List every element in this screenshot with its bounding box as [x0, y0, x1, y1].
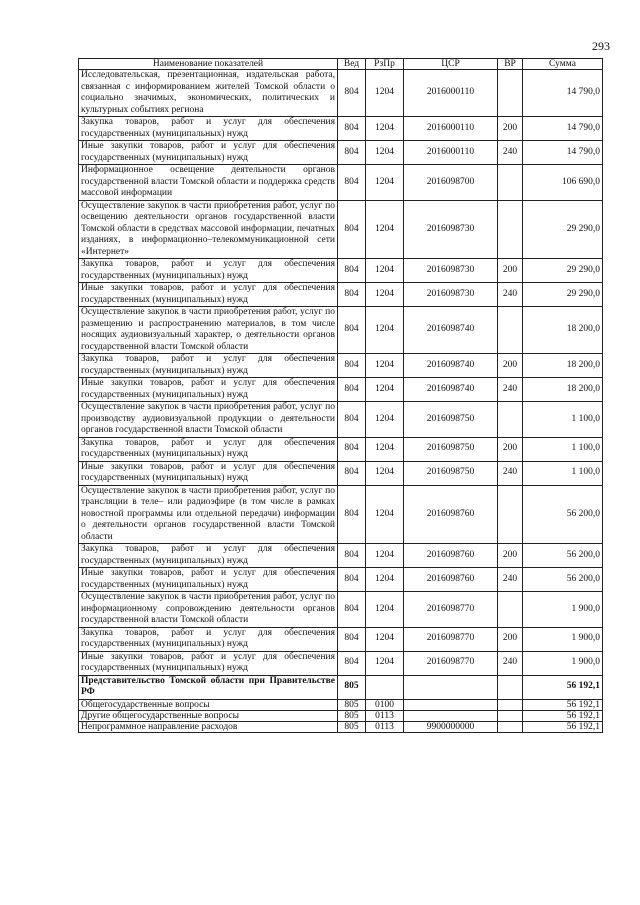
cell-ved: 804 [338, 437, 366, 461]
cell-ved: 804 [338, 568, 366, 592]
cell-name: Осуществление закупок в части приобретения работ, услуг по трансляции в теле– или радиоэфире (в том числе в рамках новостной программы или отдельной передачи) информации о деятельности органов государственной власти Томской области [79, 485, 338, 544]
cell-csr: 2016098730 [404, 200, 498, 259]
column-header-name: Наименование показателей [79, 59, 338, 70]
cell-rzpr: 1204 [366, 568, 404, 592]
cell-sum: 56 200,0 [523, 485, 603, 544]
cell-ved: 805 [338, 721, 366, 732]
cell-name: Закупка товаров, работ и услуг для обеспечения государственных (муниципальных) нужд [79, 627, 338, 651]
cell-name: Другие общегосударственные вопросы [79, 710, 338, 721]
cell-sum: 56 192,1 [523, 710, 603, 721]
cell-sum: 1 900,0 [523, 592, 603, 628]
cell-name: Закупка товаров, работ и услуг для обеспечения государственных (муниципальных) нужд [79, 354, 338, 378]
cell-name: Иные закупки товаров, работ и услуг для обеспечения государственных (муниципальных) нужд [79, 568, 338, 592]
cell-ved: 804 [338, 141, 366, 165]
cell-name: Закупка товаров, работ и услуг для обеспечения государственных (муниципальных) нужд [79, 437, 338, 461]
cell-sum: 56 192,1 [523, 721, 603, 732]
cell-name: Иные закупки товаров, работ и услуг для обеспечения государственных (муниципальных) нужд [79, 141, 338, 165]
cell-ved: 805 [338, 699, 366, 710]
cell-rzpr: 1204 [366, 141, 404, 165]
cell-ved: 804 [338, 307, 366, 354]
cell-vr [498, 200, 523, 259]
cell-csr: 2016098750 [404, 402, 498, 438]
cell-ved: 804 [338, 165, 366, 201]
cell-csr: 2016098740 [404, 378, 498, 402]
column-header-rzpr: РзПр [366, 59, 404, 70]
cell-sum: 18 200,0 [523, 378, 603, 402]
cell-rzpr: 1204 [366, 70, 404, 117]
cell-vr [498, 165, 523, 201]
cell-ved: 804 [338, 627, 366, 651]
cell-ved: 805 [338, 675, 366, 699]
cell-name: Осуществление закупок в части приобретения работ, услуг по размещению и распространению материалов, в том числе носящих аудиовизуальный характер, о деятельности органов государственной власти Томской области [79, 307, 338, 354]
cell-ved: 804 [338, 461, 366, 485]
cell-sum: 18 200,0 [523, 307, 603, 354]
cell-sum: 29 290,0 [523, 200, 603, 259]
cell-vr [498, 699, 523, 710]
cell-vr: 200 [498, 117, 523, 141]
cell-csr: 2016098740 [404, 307, 498, 354]
cell-vr [498, 402, 523, 438]
cell-sum: 29 290,0 [523, 259, 603, 283]
cell-name: Иные закупки товаров, работ и услуг для обеспечения государственных (муниципальных) нужд [79, 378, 338, 402]
cell-sum: 56 192,1 [523, 675, 603, 699]
table-row [79, 70, 603, 117]
cell-vr [498, 485, 523, 544]
cell-name: Осуществление закупок в части приобретения работ, услуг по производству аудиовизуальной продукции о деятельности органов государственной власти Томской области [79, 402, 338, 438]
cell-rzpr: 1204 [366, 307, 404, 354]
cell-rzpr: 1204 [366, 200, 404, 259]
cell-rzpr [366, 675, 404, 699]
cell-rzpr: 1204 [366, 283, 404, 307]
cell-sum: 1 100,0 [523, 461, 603, 485]
cell-ved: 804 [338, 283, 366, 307]
cell-ved: 804 [338, 378, 366, 402]
cell-rzpr: 1204 [366, 117, 404, 141]
table-row [79, 307, 603, 354]
cell-csr [404, 710, 498, 721]
cell-ved: 804 [338, 485, 366, 544]
cell-rzpr: 1204 [366, 165, 404, 201]
table-row [79, 354, 603, 378]
cell-sum: 106 690,0 [523, 165, 603, 201]
cell-rzpr: 0113 [366, 710, 404, 721]
cell-sum: 1 100,0 [523, 402, 603, 438]
cell-name: Закупка товаров, работ и услуг для обеспечения государственных (муниципальных) нужд [79, 117, 338, 141]
cell-sum: 14 790,0 [523, 141, 603, 165]
cell-ved: 804 [338, 651, 366, 675]
cell-ved: 804 [338, 354, 366, 378]
cell-vr [498, 307, 523, 354]
cell-vr [498, 592, 523, 628]
cell-name: Осуществление закупок в части приобретения работ, услуг по освещению деятельности органов государственной власти Томской области в средствах массовой информации, печатных изданиях, в информационно–телекоммуникационной сети «Интернет» [79, 200, 338, 259]
cell-sum: 1 100,0 [523, 437, 603, 461]
table-row [79, 675, 603, 699]
cell-ved: 804 [338, 259, 366, 283]
cell-csr [404, 675, 498, 699]
table-row [79, 141, 603, 165]
cell-vr: 200 [498, 437, 523, 461]
cell-name: Иные закупки товаров, работ и услуг для обеспечения государственных (муниципальных) нужд [79, 651, 338, 675]
cell-vr: 240 [498, 378, 523, 402]
cell-sum: 1 900,0 [523, 627, 603, 651]
cell-vr: 240 [498, 461, 523, 485]
cell-sum: 56 200,0 [523, 568, 603, 592]
cell-name: Иные закупки товаров, работ и услуг для обеспечения государственных (муниципальных) нужд [79, 283, 338, 307]
column-header-sum: Сумма [523, 59, 603, 70]
table-row [79, 378, 603, 402]
cell-csr: 2016098760 [404, 568, 498, 592]
table-row [79, 402, 603, 438]
cell-ved: 804 [338, 544, 366, 568]
cell-name: Иные закупки товаров, работ и услуг для обеспечения государственных (муниципальных) нужд [79, 461, 338, 485]
cell-csr: 2016000110 [404, 117, 498, 141]
cell-name: Осуществление закупок в части приобретения работ, услуг по информационному сопровождению деятельности органов государственной власти Томской области [79, 592, 338, 628]
cell-rzpr: 1204 [366, 259, 404, 283]
table-row [79, 568, 603, 592]
cell-rzpr: 1204 [366, 354, 404, 378]
cell-sum: 14 790,0 [523, 70, 603, 117]
cell-csr: 2016098740 [404, 354, 498, 378]
cell-csr: 2016098750 [404, 461, 498, 485]
column-header-ved: Вед [338, 59, 366, 70]
table-row [79, 117, 603, 141]
cell-vr: 200 [498, 627, 523, 651]
cell-ved: 805 [338, 710, 366, 721]
table-header-row [79, 59, 603, 70]
cell-vr [498, 675, 523, 699]
table-body [79, 70, 603, 733]
page-number: 293 [592, 39, 610, 53]
cell-rzpr: 1204 [366, 651, 404, 675]
cell-name: Представительство Томской области при Правительстве РФ [79, 675, 338, 699]
table-row [79, 437, 603, 461]
cell-csr: 9900000000 [404, 721, 498, 732]
cell-sum: 14 790,0 [523, 117, 603, 141]
cell-name: Информационное освещение деятельности органов государственной власти Томской области и поддержка средств массовой информации [79, 165, 338, 201]
cell-name: Общегосударственные вопросы [79, 699, 338, 710]
cell-ved: 804 [338, 592, 366, 628]
table-row [79, 651, 603, 675]
cell-csr: 2016000110 [404, 70, 498, 117]
cell-sum: 29 290,0 [523, 283, 603, 307]
cell-vr: 200 [498, 354, 523, 378]
cell-csr: 2016098730 [404, 283, 498, 307]
cell-rzpr: 1204 [366, 402, 404, 438]
cell-ved: 804 [338, 117, 366, 141]
cell-rzpr: 1204 [366, 378, 404, 402]
table-row [79, 627, 603, 651]
cell-csr: 2016098700 [404, 165, 498, 201]
cell-ved: 804 [338, 402, 366, 438]
cell-csr: 2016098750 [404, 437, 498, 461]
cell-vr: 200 [498, 259, 523, 283]
cell-ved: 804 [338, 200, 366, 259]
cell-rzpr: 1204 [366, 437, 404, 461]
cell-vr [498, 710, 523, 721]
cell-csr: 2016098770 [404, 592, 498, 628]
table-row [79, 165, 603, 201]
cell-sum: 1 900,0 [523, 651, 603, 675]
cell-vr: 240 [498, 568, 523, 592]
table-row [79, 259, 603, 283]
cell-sum: 18 200,0 [523, 354, 603, 378]
cell-vr [498, 70, 523, 117]
cell-rzpr: 1204 [366, 461, 404, 485]
cell-csr: 2016000110 [404, 141, 498, 165]
cell-rzpr: 1204 [366, 627, 404, 651]
cell-ved: 804 [338, 70, 366, 117]
cell-name: Закупка товаров, работ и услуг для обеспечения государственных (муниципальных) нужд [79, 259, 338, 283]
table-row [79, 592, 603, 628]
cell-vr [498, 721, 523, 732]
cell-name: Исследовательская, презентационная, издательская работа, связанная с информированием жителей Томской области о социально значимых, экономических, политических и культурных событиях региона [79, 70, 338, 117]
cell-vr: 200 [498, 544, 523, 568]
cell-rzpr: 1204 [366, 485, 404, 544]
cell-csr: 2016098730 [404, 259, 498, 283]
column-header-vr: ВР [498, 59, 523, 70]
cell-csr: 2016098760 [404, 485, 498, 544]
cell-vr: 240 [498, 651, 523, 675]
table-row [79, 461, 603, 485]
table-row [79, 721, 603, 732]
cell-rzpr: 0100 [366, 699, 404, 710]
table-row [79, 699, 603, 710]
cell-sum: 56 200,0 [523, 544, 603, 568]
cell-csr: 2016098770 [404, 627, 498, 651]
cell-sum: 56 192,1 [523, 699, 603, 710]
table-row [79, 710, 603, 721]
cell-vr: 240 [498, 141, 523, 165]
cell-csr: 2016098770 [404, 651, 498, 675]
column-header-csr: ЦСР [404, 59, 498, 70]
cell-csr: 2016098760 [404, 544, 498, 568]
cell-rzpr: 1204 [366, 544, 404, 568]
table-row [79, 283, 603, 307]
table-row [79, 544, 603, 568]
cell-name: Закупка товаров, работ и услуг для обеспечения государственных (муниципальных) нужд [79, 544, 338, 568]
cell-rzpr: 0113 [366, 721, 404, 732]
cell-vr: 240 [498, 283, 523, 307]
table-row [79, 200, 603, 259]
cell-rzpr: 1204 [366, 592, 404, 628]
table-row [79, 485, 603, 544]
cell-csr [404, 699, 498, 710]
budget-table [78, 58, 603, 733]
cell-name: Непрограммное направление расходов [79, 721, 338, 732]
